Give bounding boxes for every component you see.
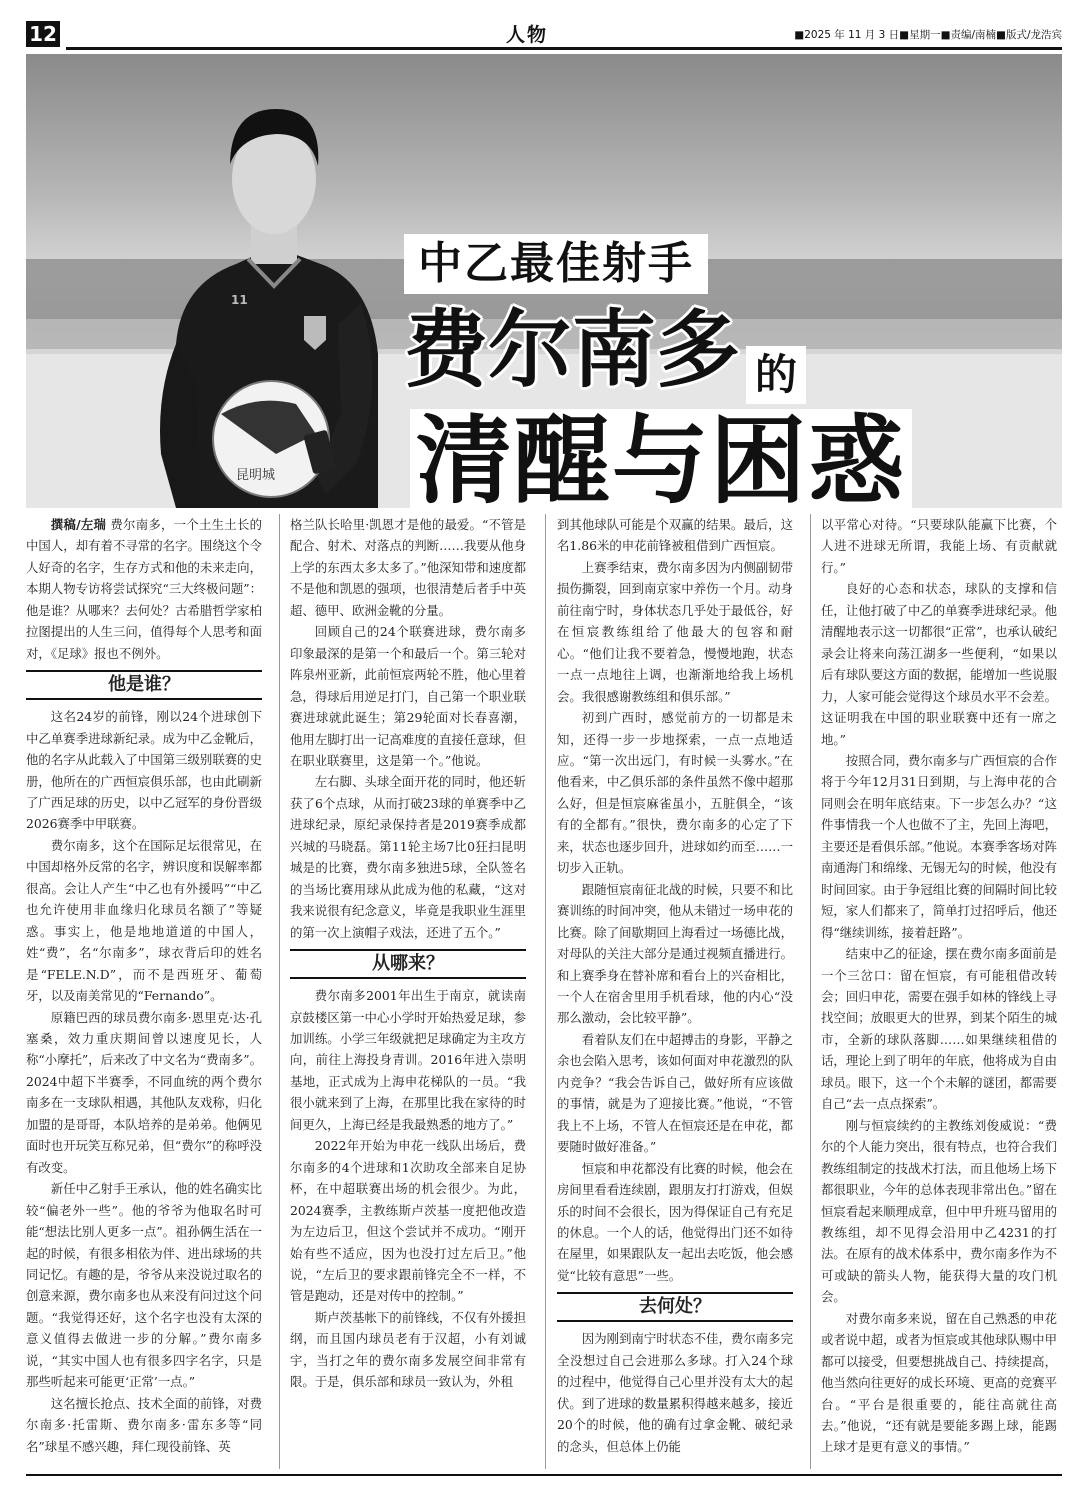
page-number: 12 [26,21,60,47]
paragraph: 新任中乙射手王承认，他的姓名确实比较“偏老外一些”。他的爷爷为他取名时可能“想法比别人更多一点”。祖孙俩生活在一起的时候，有很多相依为伴、进出球场的共同记忆。有趣的是，爷爷从来没说过取名的创意来源，费尔南多也从来没有问过这个问题。“我觉得还好，这个名字也没有太深的意义值得去做进一步的分解。”费尔南多说，“其实中国人也有很多四字名字，只是那些听起来可能更‘正常’一点。” [26,1181,262,1390]
intro-paragraph [26,514,262,664]
paragraph: 2022年开始为申花一线队出场后，费尔南多的4个进球和1次助攻全部来自足协杯，在中超联赛出场的机会很少。为此，2024赛季，主教练斯卢茨基一度把他改造为左边后卫，但这个尝试并不成功。“刚开始有些不适应，因为也没打过左后卫。”他说，“左后卫的要求跟前锋完全不一样，不管是跑动，还是对传中的控制。” [290,1138,526,1304]
column-rule [810,514,811,1469]
headline-particle: 的 [746,346,806,404]
paragraph: 刚与恒宸续约的主教练刘俊威说：“费尔的个人能力突出，很有特点，也符合我们教练组制定的技战术打法，而且他场上场下都很职业，今年的总体表现非常出色。”留在恒宸看起来顺理成章，但中甲升班马留用的教练组，却不见得会沿用中乙4231的打法。在原有的战术体系中，费尔南多作为不可或缺的箭头人物，能获得大量的攻门机会。 [821,1117,1057,1305]
jersey-number: 11 [231,293,248,307]
article-column-2 [290,514,526,1393]
paragraph: 良好的心态和状态，球队的支撑和信任，让他打破了中乙的单赛季进球纪录。他清醒地表示这一切都很“正常”，也承认破纪录会让将来向荡江湖多一些便利，“如果以后有球队要这方面的数据，能增加一些说服力，人家可能会觉得这个球员水平不会差。这证明我在中国的职业联赛中还有一席之地。” [821,581,1057,747]
paragraph: 恒宸和申花都没有比赛的时候，他会在房间里看看连续剧，跟朋友打打游戏，但娱乐的时间不会很长，因为得保证自己有充足的休息。一个人的话，他觉得出门还不如待在屋里，如果跟队友一起出去吃饭，他会感觉“比较有意思”一些。 [557,1160,793,1283]
hero-photo [26,54,1062,508]
bottom-rule [26,1474,1062,1476]
subhead-from-label: 从哪来？ [362,951,454,977]
dateline: ■2025 年 11 月 3 日■星期一■责编/南楠■版式/龙浩宾 [794,29,1062,41]
column-rule [279,514,280,1469]
paragraph: 上赛季结束，费尔南多因为内侧副韧带损伤撕裂，回到南京家中养伤一个月。动身前往南宁时，身体状态几乎处于最低谷，好在恒宸教练组给了他最大的包容和耐心。“他们让我不要着急，慢慢地跑，状态一点一点地往上调，也渐渐地给我上场机会。我很感谢教练组和俱乐部。” [557,559,793,704]
headline-kicker: 中乙最佳射手 [404,234,708,294]
paragraph: 到其他球队可能是个双赢的结果。最后，这名1.86米的申花前锋被租借到广西恒宸。 [557,517,793,554]
paragraph: 这名擅长抢点、技术全面的前锋，对费尔南多·托雷斯、费尔南多·雷东多等“同名”球星不感兴趣，拜仁现役前锋、英 [26,1395,262,1454]
paragraph: 看着队友们在中超搏击的身影，平静之余也会陷入思考，该如何面对申花激烈的队内竞争？“我会告诉自己，做好所有应该做的事情，就是为了迎接比赛。”他说，“不管我上不上场，不管人在恒宸还是在申花，都要随时做好准备。” [557,1031,793,1155]
subhead-where-label: 去何处？ [629,1294,721,1320]
headline-main: 费尔南多 [404,300,741,399]
paragraph: 左右脚、头球全面开花的同时，他还斩获了6个点球，从而打破23球的单赛季中乙进球纪录，原纪录保持者是2019赛季成都兴城的马晓磊。第11轮主场7比0狂扫昆明城是的比赛，费尔南多独进5球，全队签名的当场比赛用球从此成为他的私藏，“这对我来说很有纪念意义，毕竟是我职业生涯里的第一次上演帽子戏法，还进了五个。” [290,774,526,940]
subhead-where [557,1292,793,1322]
subhead-who-label: 他是谁？ [98,672,190,698]
paragraph: 这名24岁的前锋，刚以24个进球创下中乙单赛季进球新纪录。成为中乙金靴后，他的名字从此载入了中国第三级别联赛的史册，他所在的广西恒宸俱乐部，也由此刷新了广西足球的历史，以中乙冠军的身份晋级2026赛季中甲联赛。 [26,709,262,832]
article-column-4 [821,514,1057,1458]
paragraph: 回顾自己的24个联赛进球，费尔南多印象最深的是第一个和最后一个。第三轮对阵泉州亚新，此前恒宸两轮不胜，他心里着急，得球后用逆足打门，自己第一个职业联赛进球就此诞生；第29轮面对长春喜潮，他用左脚打出一记高难度的直接任意球，但在职业联赛里，这是第一个。”他说。 [290,624,526,768]
paragraph: 结束中乙的征途，摆在费尔南多面前是一个三岔口：留在恒宸，有可能租借改转会；回归申花，需要在强手如林的锋线上寻找空间；放眼更大的世界，到某个陌生的城市，全新的球队落脚……如果继续租借的话，理论上到了明年的年底，他将成为自由球员。眼下，这一个个未解的谜团，都需要自己“去一点点探索”。 [821,946,1057,1112]
ball-text: 昆明城 [236,468,276,483]
header-rule [66,47,1062,50]
paragraph: 因为刚到南宁时状态不佳，费尔南多完全没想过自己会进那么多球。打入24个球的过程中，他觉得自己心里并没有太大的起伏。到了进球的数量累积得越来越多，接近20个的时候，他的确有过拿金靴、破纪录的念头，但总体上仍能 [557,1331,793,1454]
paragraph: 对费尔南多来说，留在自己熟悉的申花或者说中超，或者为恒宸或其他球队赐中甲都可以接受，但要想挑战自己、持续提高，他当然向往更好的成长环境、更高的竞赛平台。“平台是很重要的，能往高就往高去。”他说，“还有就是要能多踢上球，能踢上球才是更有意义的事情。” [821,1310,1057,1455]
paragraph: 费尔南多2001年出生于南京，就读南京鼓楼区第一中心小学时开始热爱足球，参加训练。小学三年级就把足球确定为主攻方向，前往上海投身青训。2016年进入崇明基地，正式成为上海申花梯队的一员。“我很小就来到了上海，在那里比我在家待的时间更久，上海已经是我最熟悉的地方了。” [290,988,526,1132]
subhead-who [26,670,262,700]
paragraph: 原籍巴西的球员费尔南多·恩里克·达·孔塞桑，效力重庆期间曾以速度见长，人称“小摩托”，后来改了中文名为“费南多”。2024中超下半赛季，不同血统的两个费尔南多在一支球队相遇，其他队友戏称，归化加盟的是哥哥，本队培养的是弟弟。他俩见面时也开玩笑互称兄弟，但“费尔”的称呼没有改变。 [26,1009,262,1175]
headline-sub: 清醒与困惑 [410,409,912,508]
paragraph: 以平常心对待。“只要球队能赢下比赛，个人进不进球无所谓，我能上场、有贡献就行。” [821,517,1057,575]
paragraph: 斯卢茨基帐下的前锋线，不仅有外援担纲，而且国内球员老有于汉超，小有刘诚宇，当打之年的费尔南多发展空间非常有限。于是，俱乐部和球员一致认为，外租 [290,1309,526,1390]
page-header [26,20,1062,50]
paragraph: 跟随恒宸南征北战的时候，只要不和比赛训练的时间冲突，他从未错过一场申花的比赛。除了间歇期回上海看过一场德比战，对母队的关注大部分是通过视频直播进行。和上赛季身在替补席和看台上的兴奋相比，一个人在宿舍里用手机看球，他的内心“没那么激动，会比较平静”。 [557,881,793,1026]
column-rule [545,514,546,1469]
section-title: 人物 [506,24,549,46]
article-column-3 [557,514,793,1457]
subhead-from [290,949,526,979]
byline: 撰稿/左瑞 [50,517,107,532]
paragraph: 费尔南多，这个在国际足坛很常见，在中国却格外反常的名字，辨识度和误解率都很高。会让人产生“中乙也有外援吗”“中乙也允许使用非血缘归化球员名额了”等疑惑。事实上，他是地地道道的中国人，姓“费”，名“尔南多”，球衣背后印的姓名是“FELE.N.D”，而不是西班牙、葡萄牙，以及南美常见的“Fernando”。 [26,837,262,1004]
article-column-1 [26,514,262,1457]
paragraph: 格兰队长哈里·凯恩才是他的最爱。“不管是配合、射术、对落点的判断……我要从他身上学的东西太多太多了。”他深知带和速度都不是他和凯恩的强项，也很清楚后者手中英超、德甲、欧洲金靴的分量。 [290,517,526,618]
paragraph: 按照合同，费尔南多与广西恒宸的合作将于今年12月31日到期，与上海申花的合同则会在明年底结束。下一步怎么办？“这件事情我一个人也做不了主，先回上海吧，主要还是看俱乐部。”他说。本赛季客场对阵南通海门和绵缘、无锡无勾的时候，他没有时间回家。由于争冠组比赛的间隔时间比较短，家人们都来了，简单打过招呼后，他还得“继续训练，接着赶路”。 [821,752,1057,940]
intro-text: 费尔南多，一个土生土长的中国人，却有着不寻常的名字。围绕这个令人好奇的名字，生存方式和他的未来走向，本期人物专访将尝试探究“三大终极问题”：他是谁？从哪来？去何处？古希腊哲学家柏拉图提出的人生三问，值得每个人思考和面对，《足球》报也不例外。 [26,517,262,661]
paragraph: 初到广西时，感觉前方的一切都是未知，还得一步一步地探索，一点一点地适应。“第一次出远门，有时候一头雾水。”在他看来，中乙俱乐部的条件虽然不像中超那么好，但是恒宸麻雀虽小，五脏俱全，“该有的全都有。”很快，费尔南多的心定了下来，状态也逐步回升，进球如约而至……一切步入正轨。 [557,710,793,876]
